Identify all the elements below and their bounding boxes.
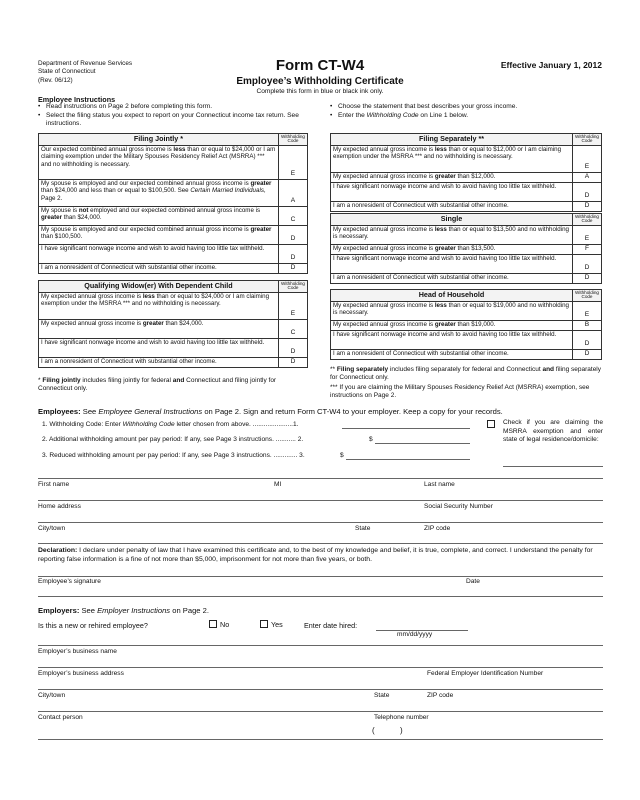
address-line[interactable]: [38, 500, 603, 501]
table-row: My expected annual gross income is greater than $13,500. F: [331, 244, 602, 254]
revision: (Rev. 06/12): [38, 76, 73, 84]
withholding-code: A: [278, 179, 307, 206]
table-row: I am a nonresident of Connecticut with substantial other income. D: [331, 273, 602, 283]
table-row: My spouse is employed and our expected combined annual gross income is greater than $100,500. D: [39, 225, 308, 244]
signature-line[interactable]: [38, 576, 603, 577]
line1-field[interactable]: [342, 428, 470, 429]
filing-jointly-table: [38, 133, 308, 274]
instruction-item: • Select the filing status you expect to report on your Connecticut income tax return. See instructions.: [38, 112, 320, 128]
business-name-label: Employer’s business name: [38, 648, 117, 655]
table-row: Our expected combined annual gross income is less than or equal to $24,000 or I am claiming exemption under the Military Spouses Residency Relief Act (MSRRA) *** and no withholding is necessary. E: [39, 145, 308, 179]
employer-state-label: State: [374, 692, 390, 699]
table-row: I have significant nonwage income and wish to avoid having too little tax withheld. D: [331, 254, 602, 273]
table-row: I am a nonresident of Connecticut with substantial other income. D: [331, 201, 602, 211]
business-name-line[interactable]: [38, 645, 603, 646]
msrra-label: Check if you are claiming the MSRRA exemption and enter state of legal residence/domicile:: [503, 419, 603, 444]
employer-city-label: City/town: [38, 692, 66, 699]
table-row: My expected annual gross income is greater than $12,000. A: [331, 172, 602, 182]
employees-heading: Employees: See Employee General Instructions on Page 2. Sign and return Form CT-W4 to your employer. Keep a copy for your records.: [38, 407, 503, 416]
employer-zip-label: ZIP code: [427, 692, 454, 699]
withholding-code: D: [572, 254, 601, 273]
instruction-item: • Enter the Withholding Code on Line 1 below.: [330, 112, 602, 120]
line3-field[interactable]: [346, 459, 470, 460]
withholding-code: D: [278, 357, 307, 367]
contact-label: Contact person: [38, 714, 83, 721]
withholding-code: D: [278, 244, 307, 263]
table-row: I am a nonresident of Connecticut with substantial other income. D: [39, 357, 308, 367]
no-checkbox[interactable]: [209, 620, 217, 628]
city-label: City/town: [38, 525, 66, 532]
withholding-code: E: [572, 301, 601, 320]
contact-line[interactable]: [38, 711, 603, 712]
zip-label: ZIP code: [424, 525, 451, 532]
dollar-sign: $: [369, 436, 373, 443]
withholding-code: D: [278, 263, 307, 273]
instruction-item: • Choose the statement that best describes your gross income.: [330, 103, 602, 111]
msrra-checkbox[interactable]: [487, 420, 495, 428]
withholding-code: E: [278, 145, 307, 179]
effective-date: Effective January 1, 2012: [500, 60, 602, 70]
signature-label: Employee’s signature: [38, 578, 101, 585]
form-subtitle: Employee’s Withholding Certificate: [236, 76, 404, 87]
msrra-state-field[interactable]: [503, 466, 603, 467]
name-line[interactable]: [38, 478, 603, 479]
table-row: I am a nonresident of Connecticut with substantial other income. D: [39, 263, 308, 273]
date-format: mm/dd/yyyy: [397, 631, 433, 638]
business-address-label: Employer’s business address: [38, 670, 124, 677]
new-employee-question: Is this a new or rehired employee?: [38, 621, 148, 630]
withholding-code: E: [572, 225, 601, 244]
hire-date-label: Enter date hired:: [304, 621, 358, 630]
dept-name: Department of Revenue Services: [38, 60, 133, 67]
table-row: I have significant nonwage income and wish to avoid having too little tax withheld. D: [331, 182, 602, 201]
employer-city-line[interactable]: [38, 689, 603, 690]
no-option[interactable]: No: [209, 620, 229, 629]
footnote-jointly: * Filing jointly includes filing jointly for federal and Connecticut and filing jointly for Connecticut only.: [38, 377, 277, 393]
area-code-open: (: [372, 726, 375, 735]
employers-heading: Employers: See Employer Instructions on Page 2.: [38, 606, 209, 615]
footnote-msrra: *** If you are claiming the Military Spouses Residency Relief Act (MSRRA) exemption, see instructions on Page 2.: [330, 384, 590, 400]
withholding-code: E: [572, 145, 601, 172]
table-row: I am a nonresident of Connecticut with substantial other income. D: [331, 349, 602, 359]
table-row: My expected annual gross income is greater than $19,000. B: [331, 320, 602, 330]
table-title: Filing Separately **: [331, 134, 573, 146]
withholding-code: B: [572, 320, 601, 330]
code-header: Withholding Code: [278, 134, 307, 146]
instructions-left: [38, 103, 320, 130]
withholding-code: C: [278, 319, 307, 338]
last-name-label: Last name: [424, 481, 455, 488]
instructions-title: Employee Instructions: [38, 95, 116, 104]
withholding-code: A: [572, 172, 601, 182]
yes-option[interactable]: Yes: [260, 620, 283, 629]
code-header: Withholding Code: [572, 290, 601, 302]
phone-line[interactable]: [38, 739, 603, 740]
separator: [38, 596, 603, 597]
table-row: My spouse is not employed and our expected combined annual gross income is greater than $24,000. C: [39, 206, 308, 225]
withholding-code: D: [572, 201, 601, 211]
yes-checkbox[interactable]: [260, 620, 268, 628]
footnote-separately: ** Filing separately includes filing separately for federal and Connecticut and filing separately for Connecticut only.: [330, 366, 602, 382]
code-header: Withholding Code: [278, 281, 307, 293]
withholding-code: D: [278, 338, 307, 357]
filing-separately-table: [330, 133, 602, 212]
declaration: Declaration: I declare under penalty of law that I have examined this certificate and, to the best of my knowledge and belief, it is true, complete, and correct. I understand the penalty for reporting false information is a fine of not more than $5,000, imprisonment for not more than five years, or both.: [38, 547, 593, 563]
withholding-code: D: [572, 273, 601, 283]
phone-label: Telephone number: [374, 714, 429, 721]
withholding-code: C: [278, 206, 307, 225]
table-row: My expected annual gross income is less than or equal to $13,500 and no withholding is necessary. E: [331, 225, 602, 244]
state-name: State of Connecticut: [38, 68, 96, 76]
ssn-label: Social Security Number: [424, 503, 493, 510]
table-row: I have significant nonwage income and wish to avoid having too little tax withheld. D: [39, 338, 308, 357]
date-label: Date: [466, 578, 480, 585]
form-title: Form CT-W4: [275, 57, 365, 74]
withholding-code: E: [278, 292, 307, 319]
line2-label: 2. Additional withholding amount per pay period: If any, see Page 3 instructions. ........... 2.: [42, 436, 304, 443]
withholding-code: F: [572, 244, 601, 254]
dollar-sign: $: [340, 452, 344, 459]
widow-table: [38, 280, 308, 368]
business-address-line[interactable]: [38, 667, 603, 668]
withholding-code: D: [572, 330, 601, 349]
table-title: Qualifying Widow(er) With Dependent Child: [39, 281, 279, 293]
first-name-label: First name: [38, 481, 70, 488]
table-row: My spouse is employed and our expected combined annual gross income is greater than $24,000 and less than or equal to $100,500. See Certain Married Individuals, Page 2. A: [39, 179, 308, 206]
table-row: My expected annual gross income is less than or equal to $12,000 or I am claiming exemption under the MSRRA *** and no withholding is necessary. E: [331, 145, 602, 172]
table-row: My expected annual gross income is less than or equal to $24,000 or I am claiming exemption under the MSRRA *** and no withholding is necessary. E: [39, 292, 308, 319]
withholding-code: D: [572, 182, 601, 201]
separator: [38, 543, 603, 544]
table-row: My expected annual gross income is less than or equal to $19,000 and no withholding is necessary. E: [331, 301, 602, 320]
code-header: Withholding Code: [572, 214, 601, 226]
single-table: [330, 213, 602, 284]
table-row: My expected annual gross income is greater than $24,000. C: [39, 319, 308, 338]
head-of-household-table: [330, 289, 602, 360]
table-row: I have significant nonwage income and wish to avoid having too little tax withheld. D: [39, 244, 308, 263]
table-title: Single: [331, 214, 573, 226]
state-label: State: [355, 525, 371, 532]
ink-note: Complete this form in blue or black ink only.: [256, 88, 384, 95]
line1-label: 1. Withholding Code: Enter Withholding Code letter chosen from above. ......................1.: [42, 421, 299, 428]
instructions-right: [330, 103, 602, 121]
code-header: Withholding Code: [572, 134, 601, 146]
line3-label: 3. Reduced withholding amount per pay period: If any, see Page 3 instructions. ............. 3.: [42, 452, 305, 459]
fein-label: Federal Employer Identification Number: [427, 670, 544, 677]
city-line[interactable]: [38, 522, 603, 523]
table-title: Head of Household: [331, 290, 573, 302]
withholding-code: D: [572, 349, 601, 359]
line2-field[interactable]: [375, 443, 470, 444]
withholding-code: D: [278, 225, 307, 244]
instruction-item: • Read instructions on Page 2 before completing this form.: [38, 103, 320, 111]
home-address-label: Home address: [38, 503, 81, 510]
table-title: Filing Jointly *: [39, 134, 279, 146]
area-code-close: ): [400, 726, 403, 735]
table-row: I have significant nonwage income and wish to avoid having too little tax withheld. D: [331, 330, 602, 349]
mi-label: MI: [274, 481, 282, 488]
